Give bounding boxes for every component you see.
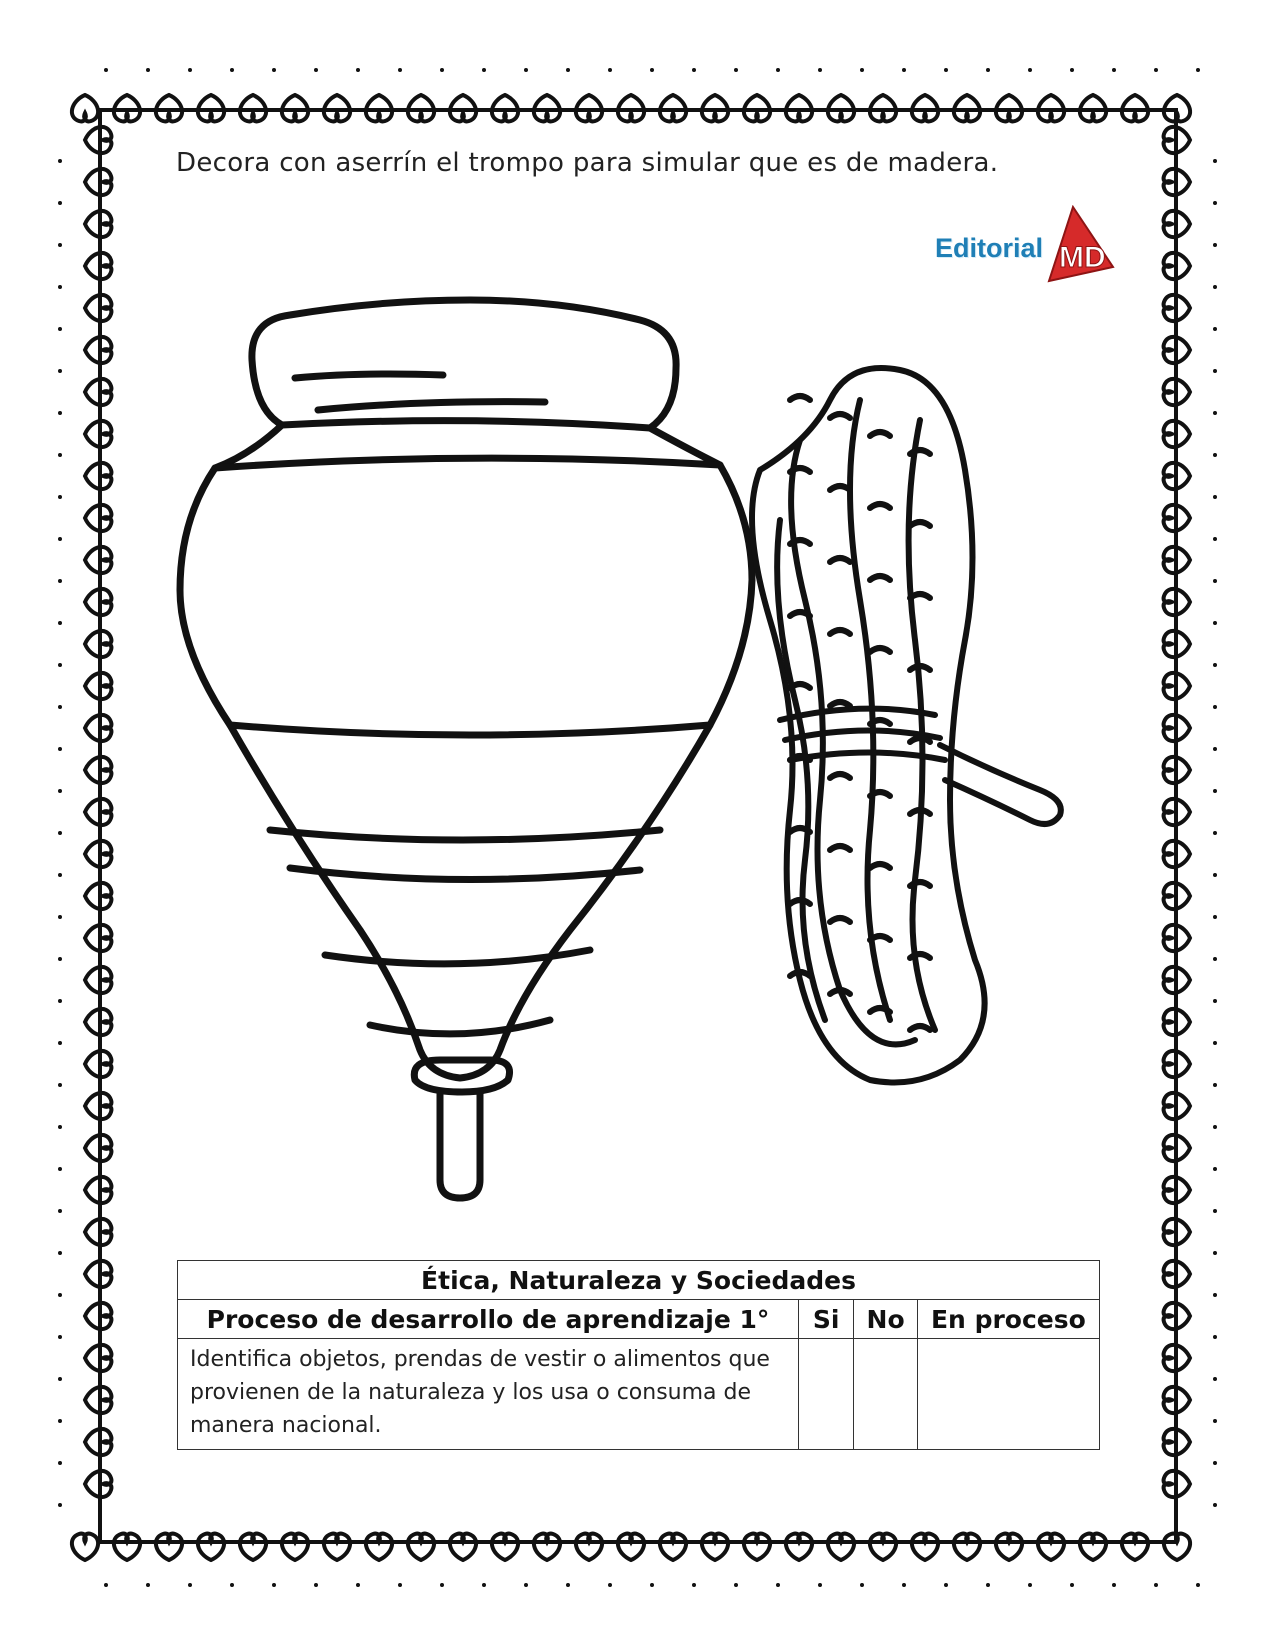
rope-strand (830, 918, 850, 922)
rope-strand (830, 486, 850, 490)
rope-strand (790, 396, 810, 400)
spinning-top-illustration (180, 300, 752, 1198)
checkbox-en-proceso-cell[interactable] (917, 1339, 1099, 1450)
rope-strand (830, 630, 850, 634)
row-description (178, 1339, 799, 1450)
header-process: Proceso de desarrollo de aprendizaje 1° (178, 1300, 799, 1339)
rope-strand (790, 468, 810, 472)
rope-strand (790, 684, 810, 688)
rope-strand (910, 594, 930, 598)
rope-strand (780, 709, 935, 720)
rope-strand (870, 648, 890, 652)
instruction-text: Decora con aserrín el trompo para simular que es de madera. (176, 148, 999, 178)
rope-strand (830, 774, 850, 778)
logo-text: Editorial (935, 233, 1044, 263)
checkbox-si-cell[interactable] (799, 1339, 854, 1450)
rope-strand (940, 745, 1061, 824)
rope-strand (870, 864, 890, 868)
rope-strand (870, 576, 890, 580)
checkbox-no-cell[interactable] (854, 1339, 917, 1450)
rope-strand (909, 420, 935, 1030)
editorial-md-logo (935, 205, 1125, 285)
rope-strand (830, 702, 850, 706)
rope-strand (790, 540, 810, 544)
rope-strand (830, 846, 850, 850)
rope-strand (870, 720, 890, 724)
header-si: Si (799, 1300, 854, 1339)
rope-strand (910, 522, 930, 526)
rope-strand (830, 414, 850, 418)
rope-strand (870, 936, 890, 940)
rope-strand (910, 954, 930, 958)
rope-strand (910, 882, 930, 886)
rope-strand (790, 753, 945, 761)
description-text: Identifica objetos, prendas de vestir o alimentos que provienen de la naturaleza y los usa o consuma de manera nacional. (190, 1347, 770, 1438)
rope-strand (870, 1008, 890, 1012)
table-title: Ética, Naturaleza y Sociedades (178, 1261, 1100, 1300)
rope-strand (870, 792, 890, 796)
md-triangle-icon (1045, 205, 1115, 285)
rope-strand (870, 432, 890, 436)
rope-coil-illustration (752, 368, 1061, 1083)
header-en-proceso: En proceso (917, 1300, 1099, 1339)
rope-strand (790, 612, 810, 616)
rope-strand (830, 558, 850, 562)
rope-strand (910, 450, 930, 454)
rope-strand (870, 504, 890, 508)
logo-mark: MD (1059, 241, 1106, 274)
evaluation-table (177, 1260, 1100, 1450)
rope-strand (790, 828, 810, 832)
header-no: No (854, 1300, 917, 1339)
rope-strand (910, 1026, 930, 1030)
